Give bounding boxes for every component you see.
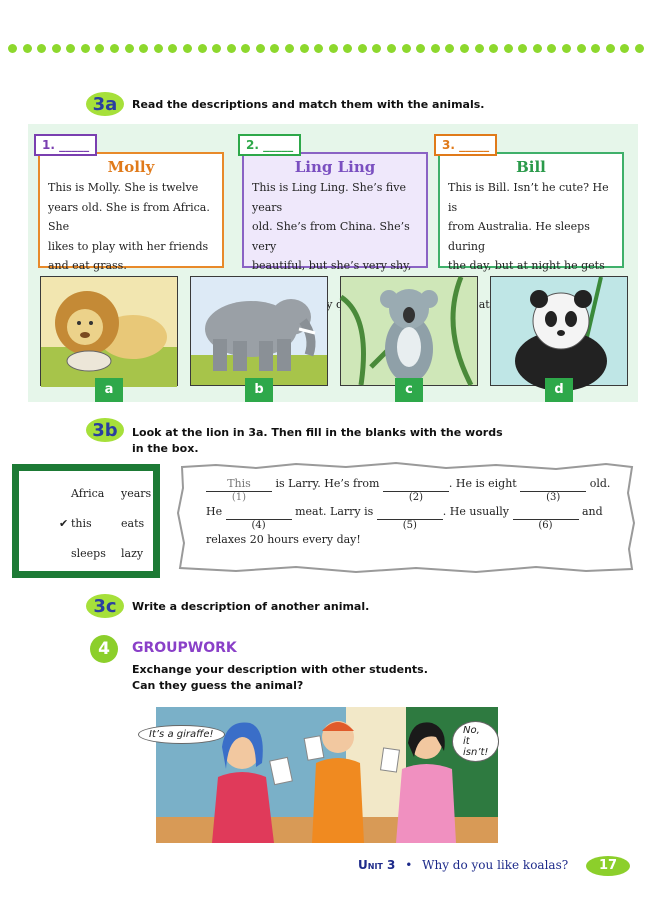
page-number: 17	[586, 856, 630, 876]
divider-dot	[139, 44, 148, 53]
divider-dot	[270, 44, 279, 53]
card-line: years old. She is from Africa. She	[48, 200, 210, 233]
fill-text: . He usually	[442, 505, 513, 518]
picture-label-d[interactable]: d	[545, 378, 573, 402]
divider-dot	[620, 44, 629, 53]
divider-dot	[183, 44, 192, 53]
divider-dot	[489, 44, 498, 53]
blank-number: (5)	[402, 520, 417, 531]
divider-dot	[314, 44, 323, 53]
section-4-badge: 4	[90, 635, 118, 663]
section-3a-instruction: Read the descriptions and match them with the animals.	[132, 98, 485, 111]
divider-dot	[577, 44, 586, 53]
divider-dot	[518, 44, 527, 53]
card-bill	[438, 152, 624, 311]
divider-dot	[460, 44, 469, 53]
section-3a-badge: 3a	[86, 92, 124, 116]
divider-dot	[81, 44, 90, 53]
blank-1[interactable]	[206, 477, 272, 503]
picture-label-a[interactable]: a	[95, 378, 123, 402]
divider-dot	[241, 44, 250, 53]
word-box	[12, 464, 160, 578]
fill-line-2	[206, 505, 603, 531]
section-3b-badge: 3b	[86, 418, 124, 442]
blank-2[interactable]	[383, 477, 449, 503]
word: this	[71, 517, 92, 530]
divider-dot	[387, 44, 396, 53]
fill-text: meat. Larry is	[291, 505, 377, 518]
instruction-line: Look at the lion in 3a. Then fill in the blanks with the words	[132, 426, 503, 439]
fill-line-1	[206, 477, 611, 503]
divider-dot	[168, 44, 177, 53]
blank-number: (3)	[546, 492, 561, 503]
divider-dot	[285, 44, 294, 53]
fill-text: is Larry. He’s from	[272, 477, 383, 490]
instruction-line: Can they guess the animal?	[132, 679, 304, 692]
divider-dot	[66, 44, 75, 53]
elephant-picture	[190, 276, 328, 386]
word: Africa	[71, 487, 105, 500]
card-line: and eat grass.	[48, 259, 127, 272]
blank-number: (6)	[538, 520, 553, 531]
divider-dot	[110, 44, 119, 53]
divider-dot	[95, 44, 104, 53]
koala-picture	[340, 276, 478, 386]
card-name: Ling Ling	[294, 158, 376, 176]
fill-text: old.	[586, 477, 611, 490]
fill-in-paper	[176, 463, 636, 573]
word: sleeps	[71, 547, 106, 560]
divider-dot	[431, 44, 440, 53]
picture-label-c[interactable]: c	[395, 378, 423, 402]
divider-dot	[562, 44, 571, 53]
blank-number: (2)	[408, 492, 423, 503]
number-tab-3[interactable]: 3. _____	[434, 134, 497, 156]
divider-dot	[635, 44, 644, 53]
speech-bubble-right: No, it isn’t!	[452, 721, 499, 762]
divider-dot	[227, 44, 236, 53]
groupwork-title: GROUPWORK	[132, 640, 237, 656]
blank-4[interactable]	[226, 505, 292, 531]
picture-label-b[interactable]: b	[245, 378, 273, 402]
fill-line-3: relaxes 20 hours every day!	[206, 533, 361, 546]
divider-dot	[256, 44, 265, 53]
card-line: This is Molly. She is twelve	[48, 181, 199, 194]
footer-unit: Unit 3	[358, 858, 396, 872]
word: years	[121, 487, 152, 500]
fill-text: and	[578, 505, 603, 518]
card-line: from Australia. He sleeps during	[448, 220, 590, 253]
divider-dot	[475, 44, 484, 53]
divider-dot	[547, 44, 556, 53]
divider-dot	[533, 44, 542, 53]
divider-dot	[343, 44, 352, 53]
fill-text: . He is eight	[448, 477, 521, 490]
divider-dot	[8, 44, 17, 53]
section-3c-instruction: Write a description of another animal.	[132, 600, 370, 613]
card-name: Bill	[516, 158, 546, 176]
lion-picture	[40, 276, 178, 386]
blank-6[interactable]	[513, 505, 579, 531]
divider-dot	[416, 44, 425, 53]
instruction-line: Exchange your description with other students.	[132, 663, 428, 676]
instruction-line: in the box.	[132, 442, 199, 455]
checkmark-icon: ✔	[59, 517, 69, 530]
divider-dot	[23, 44, 32, 53]
panda-picture	[490, 276, 628, 386]
footer-bullet: •	[405, 858, 413, 872]
groupwork-illustration	[149, 707, 498, 843]
blank-5[interactable]	[377, 505, 443, 531]
card-line: This is Bill. Isn’t he cute? He is	[448, 181, 609, 214]
divider-dot	[445, 44, 454, 53]
card-line: the day, but at night he gets	[448, 259, 605, 272]
card-name: Molly	[107, 158, 155, 176]
word: eats	[121, 517, 145, 530]
divider-dot	[358, 44, 367, 53]
blank-number: (1)	[231, 492, 247, 503]
answer-example: This	[227, 477, 251, 490]
divider-dot	[402, 44, 411, 53]
speech-bubble-left: It’s a giraffe!	[138, 725, 225, 744]
word: lazy	[121, 547, 144, 560]
divider-dot	[329, 44, 338, 53]
card-line: eats	[472, 298, 496, 311]
card-line: old. She’s from China. She’s very	[252, 220, 410, 253]
divider-dot	[37, 44, 46, 53]
divider-dot	[52, 44, 61, 53]
divider-dot	[606, 44, 615, 53]
section-4-instruction	[132, 662, 428, 694]
divider-dot	[125, 44, 134, 53]
card-line: likes to play with her friends	[48, 239, 209, 253]
card-line: This is Ling Ling. She’s five years	[252, 181, 406, 214]
section-3a-panel	[28, 124, 638, 402]
card-ling-ling	[242, 152, 428, 272]
divider-dot	[154, 44, 163, 53]
number-tab-1[interactable]: 1. _____	[34, 134, 97, 156]
divider-dot	[300, 44, 309, 53]
section-3b-instruction	[132, 425, 503, 457]
card-line: beautiful, but she’s very shy,	[252, 259, 412, 272]
divider-dot	[504, 44, 513, 53]
footer	[358, 858, 568, 872]
divider-dot	[198, 44, 207, 53]
divider-dot	[591, 44, 600, 53]
card-molly	[38, 152, 224, 272]
blank-3[interactable]	[520, 477, 586, 503]
fill-text: He	[206, 505, 226, 518]
divider-dot	[212, 44, 221, 53]
number-tab-2[interactable]: 2. _____	[238, 134, 301, 156]
divider-dot	[372, 44, 381, 53]
dotted-divider	[8, 44, 644, 56]
footer-title: Why do you like koalas?	[422, 858, 569, 872]
blank-number: (4)	[251, 520, 266, 531]
section-3c-badge: 3c	[86, 594, 124, 618]
